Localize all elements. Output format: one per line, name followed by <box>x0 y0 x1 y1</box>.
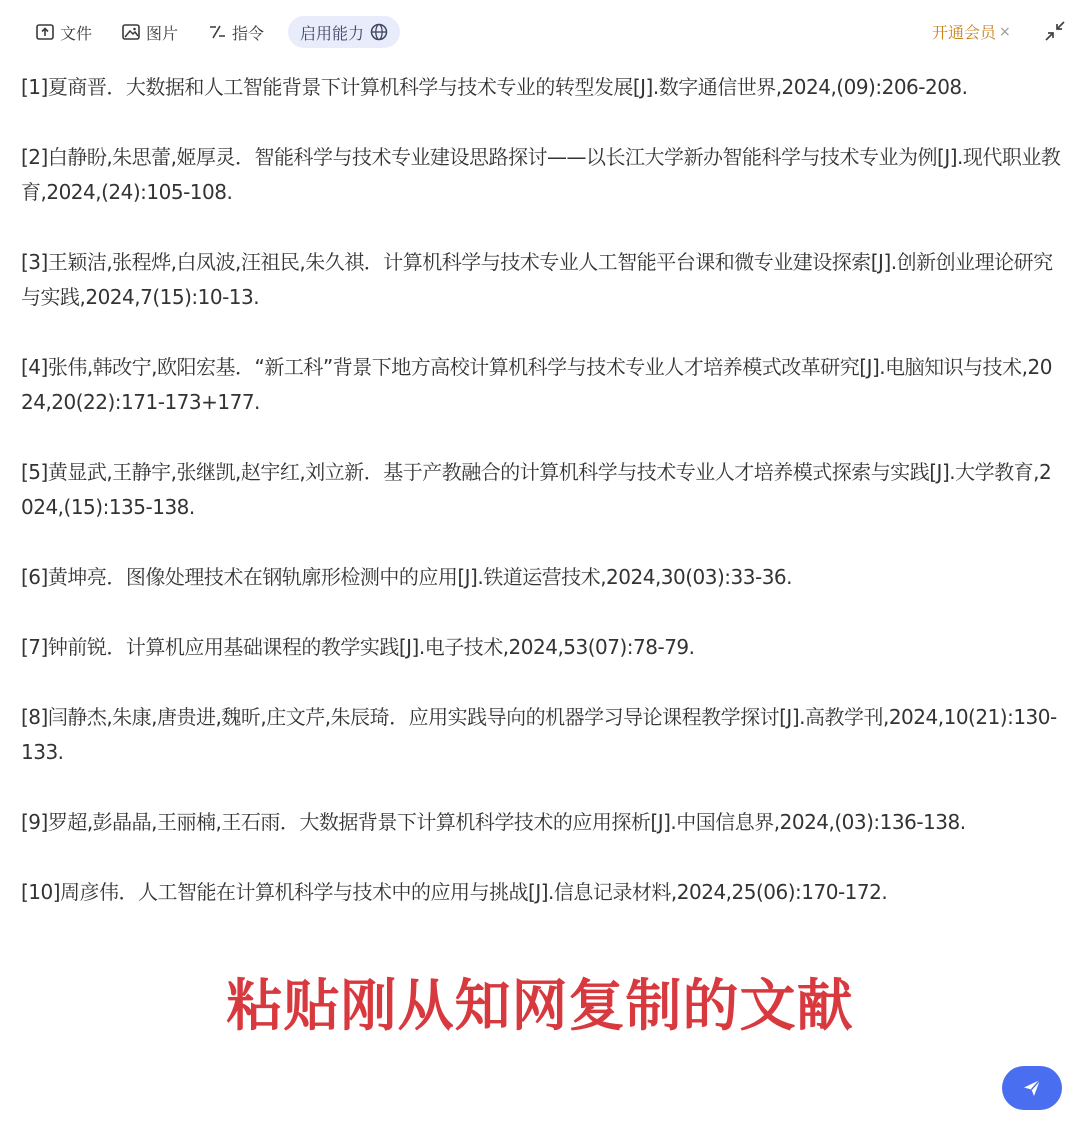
send-button[interactable] <box>1002 1066 1062 1110</box>
image-button[interactable] <box>122 17 178 47</box>
reference-item: [1]夏商晋．大数据和人工智能背景下计算机科学与技术专业的转型发展[J].数字通信世界,2024,(09):206-208. <box>21 75 968 99</box>
file-button-label: 文件 <box>60 23 93 43</box>
reference-item: [5]黄显武,王静宇,张继凯,赵宇红,刘立新．基于产教融合的计算机科学与技术专业人才培养模式探索与实践[J].大学教育,2024,(15):135-138. <box>21 460 1052 519</box>
reference-item: [4]张伟,韩改宁,欧阳宏基．“新工科”背景下地方高校计算机科学与技术专业人才培养模式改革研究[J].电脑知识与技术,2024,20(22):171-173+177. <box>21 355 1052 414</box>
reference-item: [10]周彦伟．人工智能在计算机科学与技术中的应用与挑战[J].信息记录材料,2024,25(06):170-172. <box>21 880 888 904</box>
vip-label[interactable]: 开通会员 <box>932 23 997 42</box>
reference-item: [9]罗超,彭晶晶,王丽楠,王石雨．大数据背景下计算机科学技术的应用探析[J].中国信息界,2024,(03):136-138. <box>21 810 966 834</box>
overlay-caption: 粘贴刚从知网复制的文献 <box>226 974 854 1039</box>
reference-item: [3]王颖洁,张程烨,白凤波,汪祖民,朱久祺．计算机科学与技术专业人工智能平台课和微专业建设探索[J].创新创业理论研究与实践,2024,7(15):10-13. <box>21 250 1053 309</box>
reference-item: [2]白静盼,朱思蕾,姬厚灵．智能科学与技术专业建设思路探讨——以长江大学新办智能科学与技术专业为例[J].现代职业教育,2024,(24):105-108. <box>21 145 1061 204</box>
image-button-label: 图片 <box>146 23 179 43</box>
reference-item: [6]黄坤亮．图像处理技术在钢轨廓形检测中的应用[J].铁道运营技术,2024,30(03):33-36. <box>21 565 793 589</box>
reference-list[interactable] <box>21 70 1061 945</box>
vip-close-icon[interactable]: × <box>999 23 1011 40</box>
send-icon <box>1021 1077 1043 1099</box>
upload-file-icon <box>36 24 54 40</box>
reference-item: [8]闫静杰,朱康,唐贵进,魏昕,庄文芹,朱辰琦．应用实践导向的机器学习导论课程教学探讨[J].高教学刊,2024,10(21):130-133. <box>21 705 1057 764</box>
enable-ability-label: 启用能力 <box>300 23 365 43</box>
input-toolbar <box>0 0 1080 62</box>
collapse-icon[interactable] <box>1044 20 1066 42</box>
vip-promo[interactable] <box>932 20 1011 43</box>
command-icon <box>208 24 226 40</box>
command-button-label: 指令 <box>232 23 265 43</box>
reference-item: [7]钟前锐．计算机应用基础课程的教学实践[J].电子技术,2024,53(07):78-79. <box>21 635 695 659</box>
enable-ability-button[interactable] <box>288 16 400 48</box>
globe-icon <box>370 23 388 41</box>
file-button[interactable] <box>36 17 92 47</box>
image-icon <box>122 24 140 40</box>
command-button[interactable] <box>208 17 264 47</box>
